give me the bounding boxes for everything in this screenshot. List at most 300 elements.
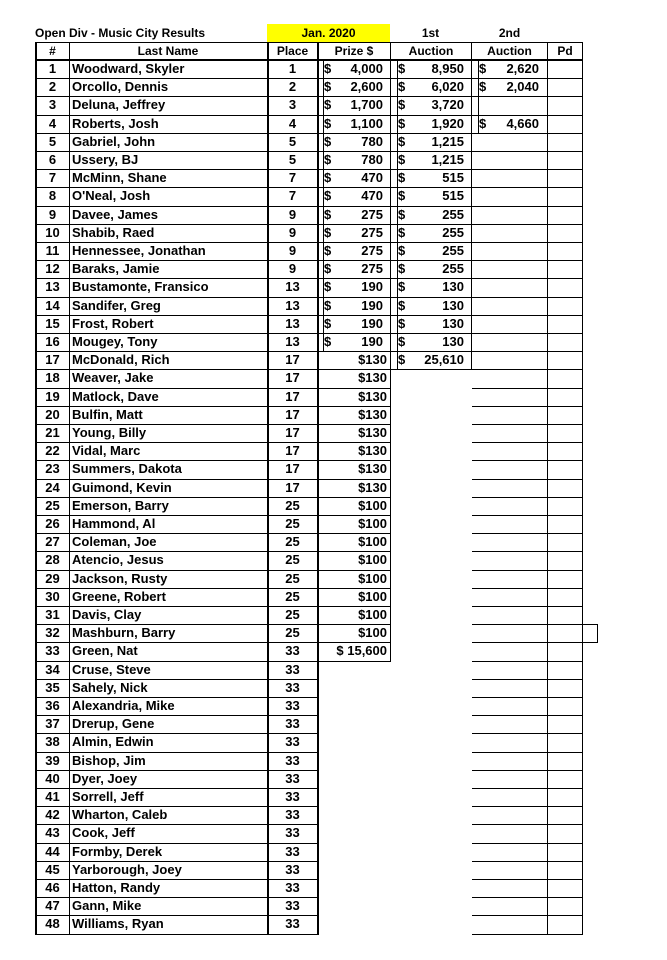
row-border <box>391 187 472 188</box>
auction2-amount: 2,620 <box>506 61 539 76</box>
row-border <box>548 588 583 589</box>
row-border <box>268 606 318 607</box>
prize-amount: $100 <box>358 516 387 531</box>
row-border <box>548 533 583 534</box>
player-place: 25 <box>285 570 300 586</box>
prize-amount: 275 <box>361 224 383 240</box>
row-border <box>548 333 583 334</box>
row-border <box>548 278 583 279</box>
prize-amount: $100 <box>358 570 387 586</box>
row-number: 8 <box>48 188 57 204</box>
row-border <box>268 169 318 170</box>
row-border <box>391 351 472 352</box>
row-number: 32 <box>45 625 60 641</box>
player-name: Bustamonte, Fransico <box>72 279 209 295</box>
row-border <box>391 78 472 79</box>
auction1-currency: $ <box>398 206 406 222</box>
auction1-dollar-sep <box>397 60 398 369</box>
row-border <box>548 479 583 480</box>
row-border <box>548 169 583 170</box>
row-border <box>472 533 548 534</box>
prize-amount: 275 <box>361 206 383 222</box>
player-place: 33 <box>285 898 300 914</box>
row-border <box>548 297 583 298</box>
row-border <box>548 460 583 461</box>
row-border <box>548 642 583 643</box>
row-border <box>472 369 548 370</box>
row-border <box>472 224 548 225</box>
row-border <box>268 551 318 552</box>
row-border <box>268 733 318 734</box>
player-name: McDonald, Rich <box>72 352 170 368</box>
row-border <box>472 570 548 571</box>
row-border <box>318 533 391 534</box>
row-border <box>548 133 583 134</box>
player-place: 9 <box>288 224 297 240</box>
prize-currency: $ <box>324 315 332 331</box>
row-number: 47 <box>45 898 60 914</box>
auction1-currency: $ <box>398 243 406 258</box>
row-border <box>268 570 318 571</box>
prize-currency: $ <box>324 261 332 277</box>
row-number: 1 <box>48 61 57 76</box>
auction1-amount: 1,215 <box>431 133 464 149</box>
player-name: Baraks, Jamie <box>72 261 160 277</box>
row-border <box>472 424 548 425</box>
row-number: 44 <box>45 843 60 859</box>
player-place: 33 <box>285 916 300 932</box>
row-border <box>472 115 548 116</box>
row-border <box>548 551 583 552</box>
row-border <box>318 242 391 243</box>
player-name: Deluna, Jeffrey <box>72 97 166 113</box>
row-border <box>548 315 583 316</box>
player-place: 33 <box>285 843 300 859</box>
col-header-num: # <box>49 44 56 58</box>
auction1-amount: 130 <box>442 334 464 349</box>
player-name: Sandifer, Greg <box>72 297 161 313</box>
auction1-currency: $ <box>398 352 406 368</box>
prize-amount: $130 <box>358 406 387 422</box>
auction2-currency: $ <box>479 79 487 95</box>
row-number: 10 <box>45 224 60 240</box>
row-border <box>548 406 583 407</box>
player-place: 33 <box>285 825 300 841</box>
col-border <box>267 42 269 935</box>
auction1-currency: $ <box>398 97 406 113</box>
row-number: 30 <box>45 588 60 604</box>
row-number: 43 <box>45 825 60 841</box>
auction1-amount: 1,215 <box>431 152 464 167</box>
player-place: 9 <box>288 243 297 258</box>
player-name: Summers, Dakota <box>72 461 182 477</box>
player-name: Weaver, Jake <box>72 370 154 386</box>
col-border-right <box>582 42 583 935</box>
row-border <box>318 388 391 389</box>
row-number: 21 <box>45 425 60 440</box>
row-border <box>318 661 391 662</box>
player-place: 5 <box>288 133 297 149</box>
prize-amount: $130 <box>358 352 387 368</box>
prize-amount: $100 <box>358 625 387 641</box>
row-number: 19 <box>45 388 60 404</box>
row-border <box>548 115 583 116</box>
auction1-amount: 130 <box>442 279 464 295</box>
player-place: 33 <box>285 807 300 823</box>
row-border <box>548 861 583 862</box>
prize-amount: 2,600 <box>350 79 383 95</box>
row-border <box>268 242 318 243</box>
prize-amount: $130 <box>358 425 387 440</box>
row-border <box>318 278 391 279</box>
player-name: Hammond, Al <box>72 516 156 531</box>
player-place: 33 <box>285 734 300 750</box>
prize-amount: 1,700 <box>350 97 383 113</box>
prize-amount: 275 <box>361 243 383 258</box>
row-border <box>391 242 472 243</box>
prize-amount: $130 <box>358 370 387 386</box>
row-border <box>472 624 548 625</box>
row-border <box>548 570 583 571</box>
row-border <box>472 642 548 643</box>
row-border <box>548 897 583 898</box>
extra-box-border <box>597 624 598 642</box>
row-border <box>472 333 548 334</box>
prize-amount: 190 <box>361 279 383 295</box>
row-border <box>268 515 318 516</box>
row-border <box>318 515 391 516</box>
row-number: 18 <box>45 370 60 386</box>
row-border <box>472 588 548 589</box>
col-header-auction1: Auction <box>408 44 454 58</box>
row-number: 36 <box>45 698 60 713</box>
row-number: 38 <box>45 734 60 750</box>
auction1-amount: 8,950 <box>431 61 464 76</box>
player-name: Drerup, Gene <box>72 716 155 732</box>
row-border <box>318 624 391 625</box>
row-border <box>268 424 318 425</box>
row-border <box>268 479 318 480</box>
row-number: 6 <box>48 152 57 167</box>
player-name: Vidal, Marc <box>72 443 141 459</box>
player-place: 17 <box>285 461 300 477</box>
row-number: 48 <box>45 916 60 932</box>
row-number: 26 <box>45 516 60 531</box>
row-border <box>472 770 548 771</box>
col-header-prize: Prize $ <box>334 44 374 58</box>
auction2-header-top: 2nd <box>498 26 521 40</box>
row-border <box>548 260 583 261</box>
row-number: 31 <box>45 607 60 622</box>
row-number: 4 <box>48 115 57 131</box>
row-border <box>548 151 583 152</box>
auction2-amount: 2,040 <box>506 79 539 95</box>
row-border <box>268 824 318 825</box>
player-place: 33 <box>285 716 300 732</box>
player-name: Young, Billy <box>72 425 147 440</box>
auction1-currency: $ <box>398 261 406 277</box>
prize-currency: $ <box>324 79 332 95</box>
player-place: 33 <box>285 661 300 677</box>
row-border <box>391 224 472 225</box>
row-border <box>268 260 318 261</box>
sheet-title: Open Div - Music City Results <box>35 26 206 40</box>
row-border <box>391 260 472 261</box>
row-number: 7 <box>48 170 57 186</box>
player-name: McMinn, Shane <box>72 170 167 186</box>
row-border <box>268 879 318 880</box>
row-number: 41 <box>45 789 60 804</box>
col-header-last-name: Last Name <box>137 44 199 58</box>
row-border <box>268 642 318 643</box>
row-number: 28 <box>45 552 60 568</box>
player-name: Woodward, Skyler <box>72 61 185 76</box>
auction2-currency: $ <box>479 115 487 131</box>
row-border <box>268 278 318 279</box>
player-name: Atencio, Jesus <box>72 552 164 568</box>
prize-amount: 780 <box>361 152 383 167</box>
row-number: 46 <box>45 880 60 895</box>
row-border <box>472 406 548 407</box>
row-border <box>472 315 548 316</box>
row-border <box>318 497 391 498</box>
prize-amount: $100 <box>358 497 387 513</box>
prize-currency: $ <box>324 97 332 113</box>
row-number: 34 <box>45 661 60 677</box>
player-name: Shabib, Raed <box>72 224 155 240</box>
row-border <box>391 96 472 97</box>
row-border <box>548 187 583 188</box>
extra-box-border <box>583 642 598 643</box>
player-name: Mougey, Tony <box>72 334 158 349</box>
player-place: 13 <box>285 279 300 295</box>
row-border <box>268 533 318 534</box>
player-place: 25 <box>285 625 300 641</box>
row-border <box>548 824 583 825</box>
row-border <box>548 679 583 680</box>
row-border <box>472 497 548 498</box>
prize-amount: $100 <box>358 552 387 568</box>
prize-currency: $ <box>324 334 332 349</box>
row-border <box>548 388 583 389</box>
row-number: 33 <box>45 643 60 659</box>
player-name: Greene, Robert <box>72 588 166 604</box>
row-border <box>472 297 548 298</box>
row-border <box>472 96 548 97</box>
col-border <box>390 42 391 662</box>
row-border <box>268 915 318 916</box>
row-border <box>472 661 548 662</box>
prize-amount: 190 <box>361 334 383 349</box>
row-number: 17 <box>45 352 60 368</box>
row-border <box>318 460 391 461</box>
auction1-currency: $ <box>398 61 406 76</box>
row-border <box>318 588 391 589</box>
row-number: 42 <box>45 807 60 823</box>
row-border <box>472 915 548 916</box>
row-border <box>548 424 583 425</box>
prize-dollar-sep <box>323 60 324 351</box>
player-place: 33 <box>285 770 300 786</box>
player-place: 3 <box>288 97 297 113</box>
row-border <box>472 78 548 79</box>
player-name: Green, Nat <box>72 643 138 659</box>
extra-box-border <box>583 624 598 625</box>
player-name: Mashburn, Barry <box>72 625 176 641</box>
prize-amount: 4,000 <box>350 61 383 76</box>
auction1-amount: 515 <box>442 188 464 204</box>
prize-currency: $ <box>324 279 332 295</box>
row-border <box>268 78 318 79</box>
row-border <box>548 934 583 935</box>
player-name: Frost, Robert <box>72 315 154 331</box>
player-name: Ussery, BJ <box>72 152 139 167</box>
prize-amount: 780 <box>361 133 383 149</box>
row-border <box>391 151 472 152</box>
player-name: Emerson, Barry <box>72 497 169 513</box>
row-border <box>318 96 391 97</box>
player-name: Orcollo, Dennis <box>72 79 169 95</box>
row-border <box>268 697 318 698</box>
prize-amount: $130 <box>358 388 387 404</box>
row-border <box>268 715 318 716</box>
auction2-currency: $ <box>479 61 487 76</box>
row-border <box>472 260 548 261</box>
player-name: Roberts, Josh <box>72 115 159 131</box>
col-border <box>547 42 548 935</box>
row-border <box>318 333 391 334</box>
player-name: Yarborough, Joey <box>72 861 182 877</box>
player-name: Cruse, Steve <box>72 661 151 677</box>
row-border <box>268 679 318 680</box>
prize-amount: 190 <box>361 315 383 331</box>
player-place: 17 <box>285 479 300 495</box>
row-border <box>318 479 391 480</box>
auction2-amount: 4,660 <box>506 115 539 131</box>
row-border <box>268 351 318 352</box>
row-border <box>268 96 318 97</box>
row-border <box>548 206 583 207</box>
row-border <box>472 879 548 880</box>
player-name: Hatton, Randy <box>72 880 161 895</box>
row-border <box>318 78 391 79</box>
col-header-place: Place <box>276 44 309 58</box>
row-border <box>548 752 583 753</box>
row-border <box>472 242 548 243</box>
row-border <box>548 224 583 225</box>
row-border <box>268 151 318 152</box>
row-border <box>391 133 472 134</box>
row-border <box>391 369 472 370</box>
row-border <box>472 715 548 716</box>
row-border <box>472 278 548 279</box>
sheet-date: Jan. 2020 <box>301 26 356 40</box>
auction1-amount: 130 <box>442 297 464 313</box>
row-number: 24 <box>45 479 60 495</box>
auction1-amount: 255 <box>442 206 464 222</box>
row-border <box>268 224 318 225</box>
row-number: 5 <box>48 133 57 149</box>
row-border <box>318 115 391 116</box>
row-border <box>548 497 583 498</box>
row-border <box>548 770 583 771</box>
row-border <box>548 697 583 698</box>
row-border <box>472 206 548 207</box>
auction1-currency: $ <box>398 315 406 331</box>
player-place: 33 <box>285 789 300 804</box>
row-border <box>548 515 583 516</box>
row-border <box>472 606 548 607</box>
player-place: 25 <box>285 534 300 550</box>
row-number: 9 <box>48 206 57 222</box>
row-border <box>548 715 583 716</box>
row-number: 16 <box>45 334 60 349</box>
auction1-amount: 3,720 <box>431 97 464 113</box>
player-name: Dyer, Joey <box>72 770 138 786</box>
prize-amount: $100 <box>358 588 387 604</box>
row-number: 45 <box>45 861 60 877</box>
player-place: 13 <box>285 315 300 331</box>
row-border <box>472 151 548 152</box>
prize-currency: $ <box>324 206 332 222</box>
player-name: Williams, Ryan <box>72 916 164 932</box>
row-border <box>318 206 391 207</box>
auction1-amount: 515 <box>442 170 464 186</box>
row-border <box>548 78 583 79</box>
auction1-amount: 130 <box>442 315 464 331</box>
prize-amount: $130 <box>358 443 387 459</box>
row-border <box>268 588 318 589</box>
auction1-header-top: 1st <box>421 26 440 40</box>
col-border <box>471 42 472 370</box>
player-place: 25 <box>285 588 300 604</box>
player-place: 13 <box>285 297 300 313</box>
auction1-currency: $ <box>398 188 406 204</box>
row-border <box>268 806 318 807</box>
row-border <box>391 333 472 334</box>
player-place: 17 <box>285 352 300 368</box>
auction1-currency: $ <box>398 152 406 167</box>
row-border <box>472 679 548 680</box>
auction1-currency: $ <box>398 224 406 240</box>
row-border <box>318 315 391 316</box>
row-border <box>318 642 391 643</box>
row-border <box>318 406 391 407</box>
row-border <box>548 788 583 789</box>
row-border <box>318 369 391 370</box>
player-place: 1 <box>288 61 297 76</box>
prize-currency: $ <box>324 188 332 204</box>
player-place: 17 <box>285 443 300 459</box>
row-number: 14 <box>45 297 60 313</box>
player-name: Davis, Clay <box>72 607 142 622</box>
row-number: 12 <box>45 261 60 277</box>
auction1-amount: 255 <box>442 224 464 240</box>
player-place: 33 <box>285 698 300 713</box>
player-place: 25 <box>285 552 300 568</box>
row-border <box>268 752 318 753</box>
player-place: 33 <box>285 861 300 877</box>
row-border <box>548 843 583 844</box>
row-number: 22 <box>45 443 60 459</box>
row-border <box>472 351 548 352</box>
row-border <box>548 242 583 243</box>
row-border <box>268 661 318 662</box>
prize-amount: 1,100 <box>350 115 383 131</box>
row-border <box>472 133 548 134</box>
player-name: Bulfin, Matt <box>72 406 143 422</box>
prize-amount: $100 <box>358 607 387 622</box>
